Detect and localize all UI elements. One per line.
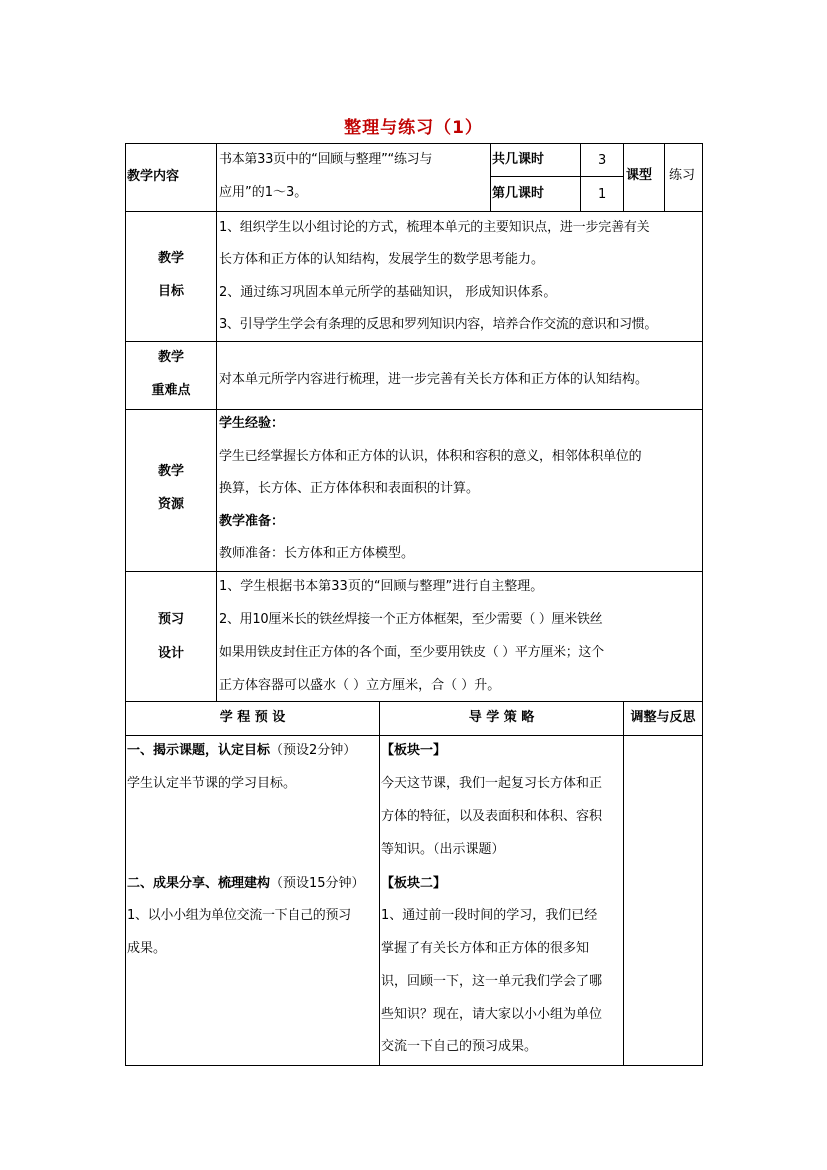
block-2-line-3: 识，回顾一下，这一单元我们学会了哪: [381, 974, 603, 989]
keypoints-label-2: 重难点: [151, 383, 191, 398]
block-1-line-1: 今天这节课，我们一起复习长方体和正: [381, 776, 603, 791]
preview-line-1: 1、学生根据书本第33页的“回顾与整理”进行自主整理。: [219, 579, 544, 594]
student-experience-heading: 学生经验：: [219, 416, 285, 431]
section-2-line-2: 成果。: [127, 941, 167, 956]
content-label: 教学内容: [127, 169, 180, 184]
section-1-text: 学生认定半节课的学习目标。: [127, 776, 297, 791]
total-hours-label: 共几课时: [492, 152, 545, 167]
preview-label-2: 设计: [157, 646, 184, 661]
teaching-prep-heading: 教学准备：: [219, 514, 285, 529]
goals-label-2: 目标: [157, 284, 184, 299]
block-2-line-5: 交流一下自己的预习成果。: [381, 1039, 538, 1054]
plan-column-header-1: 学 程 预 设: [219, 710, 286, 725]
plan-column-header-2: 导 学 策 略: [468, 710, 535, 725]
section-2-heading: 二、成果分享、梳理建构: [127, 876, 271, 891]
goals-label-1: 教学: [157, 251, 184, 266]
block-2-line-1: 1、通过前一段时间的学习，我们已经: [381, 908, 598, 923]
section-2-line-1: 1、以小小组为单位交流一下自己的预习: [127, 908, 351, 923]
goals-line-4: 3、引导学生学会有条理的反思和罗列知识内容，培养合作交流的意识和习惯。: [219, 317, 658, 332]
content-line-2: 应用”的1～3。: [219, 185, 308, 200]
preview-line-2: 2、用10厘米长的铁丝焊接一个正方体框架，至少需要（ ）厘米铁丝: [219, 612, 603, 627]
preview-line-4: 正方体容器可以盛水（ ）立方厘米，合（ ）升。: [219, 678, 501, 693]
section-1-time: （预设2分钟）: [270, 743, 357, 758]
goals-line-2: 长方体和正方体的认知结构，发展学生的数学思考能力。: [219, 252, 545, 267]
keypoints-text: 对本单元所学内容进行梳理，进一步完善有关长方体和正方体的认知结构。: [219, 372, 649, 387]
resources-label-1: 教学: [157, 464, 184, 479]
section-2-time: （预设15分钟）: [270, 876, 365, 891]
content-line-1: 书本第33页中的“回顾与整理”“练习与: [219, 152, 433, 167]
preview-line-3: 如果用铁皮封住正方体的各个面，至少要用铁皮（ ）平方厘米；这个: [219, 645, 604, 660]
student-experience-line-2: 换算，长方体、正方体体积和表面积的计算。: [219, 481, 480, 496]
keypoints-label-1: 教学: [157, 350, 184, 365]
page-title: 整理与练习（1）: [344, 118, 483, 138]
section-2-title: [127, 876, 365, 892]
plan-column-header-3: 调整与反思: [630, 710, 696, 725]
lesson-type-label: 课型: [626, 168, 653, 183]
current-hour-label: 第几课时: [492, 186, 545, 201]
preview-label-1: 预习: [157, 612, 184, 627]
goals-line-1: 1、组织学生以小组讨论的方式，梳理本单元的主要知识点，进一步完善有关: [219, 220, 650, 235]
block-1-line-3: 等知识。（出示课题）: [381, 842, 505, 857]
section-1-title: [127, 743, 356, 759]
total-hours-value: 3: [598, 153, 607, 168]
block-2-heading: 【板块二】: [381, 876, 447, 891]
resources-label-2: 资源: [157, 497, 184, 512]
section-1-heading: 一、揭示课题，认定目标: [127, 743, 271, 758]
block-1-line-2: 方体的特征，以及表面积和体积、容积: [381, 809, 603, 824]
current-hour-value: 1: [598, 187, 607, 202]
student-experience-line-1: 学生已经掌握长方体和正方体的认识，体积和容积的意义，相邻体积单位的: [219, 449, 642, 464]
block-2-line-4: 些知识？现在，请大家以小小组为单位: [381, 1007, 603, 1022]
goals-line-3: 2、通过练习巩固本单元所学的基础知识， 形成知识体系。: [219, 285, 557, 300]
lesson-type-value: 练习: [669, 168, 696, 183]
teaching-prep-text: 教师准备：长方体和正方体模型。: [219, 546, 415, 561]
block-1-heading: 【板块一】: [381, 743, 447, 758]
block-2-line-2: 掌握了有关长方体和正方体的很多知: [381, 941, 590, 956]
